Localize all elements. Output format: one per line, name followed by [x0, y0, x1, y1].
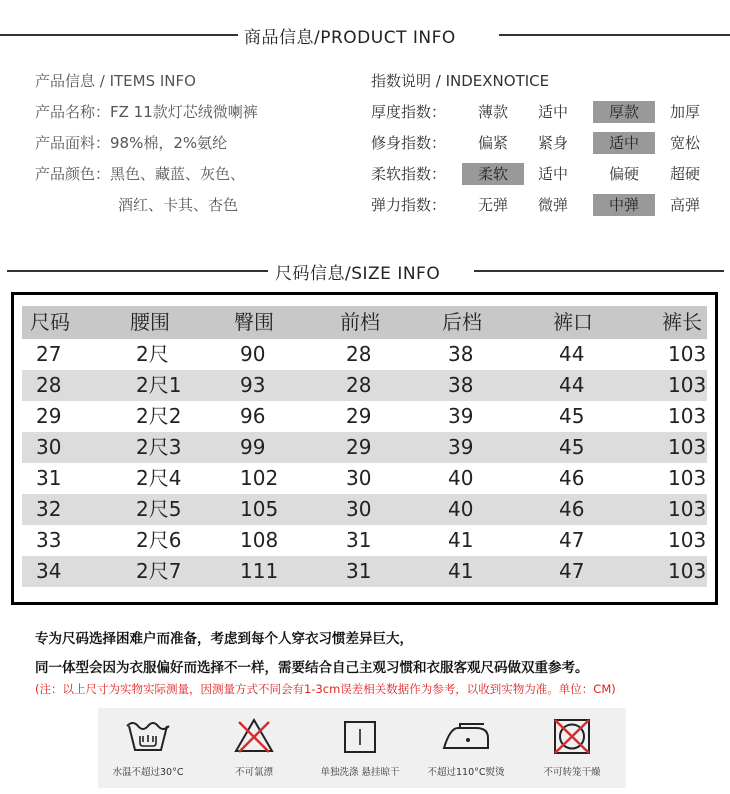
- index-label: 弹力指数：: [371, 196, 447, 214]
- product-name: 产品名称：FZ 11款灯芯绒微喇裤: [35, 103, 258, 121]
- table-cell: 34: [36, 559, 62, 583]
- table-cell: 2尺2: [136, 404, 182, 428]
- table-cell: 103: [668, 435, 707, 459]
- table-cell: 103: [668, 466, 707, 490]
- table-cell: 33: [36, 528, 62, 552]
- index-option: 加厚: [669, 103, 700, 121]
- table-cell: 90: [240, 342, 266, 366]
- care-label: 不超过110°C熨烫: [427, 767, 505, 778]
- hang-dry-icon: [337, 716, 383, 756]
- table-row: [22, 401, 707, 432]
- table-cell: 39: [448, 435, 474, 459]
- table-cell: 28: [346, 373, 372, 397]
- table-cell: 111: [240, 559, 279, 583]
- table-cell: 2尺7: [136, 559, 182, 583]
- column-header: 裤长: [662, 310, 702, 334]
- divider-line: [474, 270, 724, 272]
- items-info: [35, 70, 258, 225]
- table-cell: 41: [448, 559, 474, 583]
- table-cell: 103: [668, 497, 707, 521]
- table-cell: 47: [559, 528, 585, 552]
- table-cell: 28: [36, 373, 62, 397]
- table-cell: 31: [36, 466, 62, 490]
- table-cell: 40: [448, 497, 474, 521]
- size-table: [11, 292, 718, 605]
- index-option: 适中: [537, 165, 568, 183]
- table-row: [22, 432, 707, 463]
- index-label: 柔软指数：: [371, 165, 447, 183]
- index-option: 高弹: [669, 196, 700, 214]
- table-row: [22, 339, 707, 370]
- table-cell: 30: [346, 466, 372, 490]
- table-cell: 28: [346, 342, 372, 366]
- index-option: 偏紧: [477, 134, 508, 152]
- table-cell: 103: [668, 404, 707, 428]
- table-cell: 32: [36, 497, 62, 521]
- index-notice-title: 指数说明 / INDEXNOTICE: [371, 72, 550, 90]
- no-bleach-icon: [231, 716, 277, 756]
- table-cell: 2尺6: [136, 528, 182, 552]
- table-row: [22, 525, 707, 556]
- table-cell: 41: [448, 528, 474, 552]
- table-cell: 45: [559, 435, 585, 459]
- index-row: [371, 163, 700, 194]
- care-item: [416, 708, 516, 778]
- care-label: 不可转笼干燥: [543, 767, 601, 778]
- table-cell: 103: [668, 528, 707, 552]
- care-label: 水温不超过30°C: [112, 767, 184, 778]
- index-option-selected: 柔软: [462, 163, 524, 185]
- table-cell: 29: [36, 404, 62, 428]
- table-cell: 30: [36, 435, 62, 459]
- table-cell: 102: [240, 466, 279, 490]
- table-cell: 29: [346, 435, 372, 459]
- table-cell: 103: [668, 559, 707, 583]
- divider-line: [499, 34, 730, 36]
- product-info-header: [0, 23, 730, 47]
- table-cell: 93: [240, 373, 266, 397]
- items-info-title: 产品信息 / ITEMS INFO: [35, 72, 196, 90]
- table-cell: 38: [448, 373, 474, 397]
- section-title: 商品信息/PRODUCT INFO: [244, 28, 456, 48]
- table-cell: 39: [448, 404, 474, 428]
- care-item: [204, 708, 304, 778]
- table-row: [22, 370, 707, 401]
- iron-110-icon: [440, 716, 492, 756]
- care-item: [522, 708, 622, 778]
- table-cell: 29: [346, 404, 372, 428]
- product-colors: 产品颜色：黑色、藏蓝、灰色、: [35, 165, 246, 183]
- product-fabric: 产品面料：98%棉，2%氨纶: [35, 134, 228, 152]
- divider-line: [7, 270, 268, 272]
- column-header: 腰围: [130, 310, 170, 334]
- table-cell: 2尺4: [136, 466, 182, 490]
- index-option-selected: 中弹: [593, 194, 655, 216]
- care-label: 不可氯漂: [234, 767, 273, 778]
- product-colors-cont: 酒红、卡其、杏色: [118, 196, 239, 214]
- table-cell: 40: [448, 466, 474, 490]
- column-header: 臀围: [234, 310, 274, 334]
- table-header-row: [22, 306, 707, 339]
- section-title: 尺码信息/SIZE INFO: [275, 264, 441, 284]
- table-row: [22, 494, 707, 525]
- no-tumble-dry-icon: [549, 716, 595, 756]
- table-cell: 2尺3: [136, 435, 182, 459]
- index-option: 偏硬: [608, 165, 639, 183]
- care-instructions: [98, 708, 626, 788]
- table-cell: 30: [346, 497, 372, 521]
- wash-30-icon: [125, 716, 171, 756]
- table-cell: 2尺1: [136, 373, 182, 397]
- column-header: 后档: [442, 310, 482, 334]
- divider-line: [0, 34, 238, 36]
- index-option: 薄款: [477, 103, 508, 121]
- table-cell: 2尺5: [136, 497, 182, 521]
- index-option: 适中: [537, 103, 568, 121]
- table-cell: 27: [36, 342, 62, 366]
- table-cell: 103: [668, 373, 707, 397]
- column-header: 裤口: [553, 310, 593, 334]
- column-header: 尺码: [30, 310, 70, 334]
- table-cell: 2尺: [136, 342, 169, 366]
- index-option-selected: 厚款: [593, 101, 655, 123]
- table-cell: 99: [240, 435, 266, 459]
- table-cell: 108: [240, 528, 279, 552]
- index-option: 宽松: [669, 134, 700, 152]
- care-item: [98, 708, 198, 778]
- size-info-header: [0, 259, 730, 283]
- table-cell: 46: [559, 466, 585, 490]
- column-header: 前档: [340, 310, 380, 334]
- index-option-selected: 适中: [593, 132, 655, 154]
- note-line-1: 专为尺码选择困难户而准备，考虑到每个人穿衣习惯差异巨大，: [35, 631, 413, 647]
- index-label: 厚度指数：: [371, 103, 447, 121]
- index-label: 修身指数：: [371, 134, 447, 152]
- note-line-2: 同一体型会因为衣服偏好而选择不一样，需要结合自己主观习惯和衣服客观尺码做双重参考。: [35, 660, 589, 676]
- table-cell: 46: [559, 497, 585, 521]
- index-option: 超硬: [669, 165, 700, 183]
- index-row: [371, 101, 700, 132]
- index-option: 微弹: [537, 196, 568, 214]
- table-cell: 105: [240, 497, 279, 521]
- table-cell: 96: [240, 404, 266, 428]
- table-cell: 31: [346, 559, 372, 583]
- table-row: [22, 556, 707, 587]
- index-notice: [371, 70, 700, 225]
- table-cell: 47: [559, 559, 585, 583]
- table-cell: 45: [559, 404, 585, 428]
- index-row: [371, 132, 700, 163]
- table-cell: 44: [559, 373, 585, 397]
- table-cell: 38: [448, 342, 474, 366]
- table-cell: 44: [559, 342, 585, 366]
- measurement-warning: (注：以上尺寸为实物实际测量，因测量方式不同会有1-3cm误差相关数据作为参考，以收到实物为准。单位：CM): [35, 682, 616, 696]
- table-cell: 103: [668, 342, 707, 366]
- index-row: [371, 194, 700, 225]
- care-item: [310, 708, 410, 778]
- index-option: 无弹: [477, 196, 508, 214]
- care-label: 单独洗涤 悬挂晾干: [320, 767, 400, 778]
- table-row: [22, 463, 707, 494]
- table-cell: 31: [346, 528, 372, 552]
- index-option: 紧身: [537, 134, 568, 152]
